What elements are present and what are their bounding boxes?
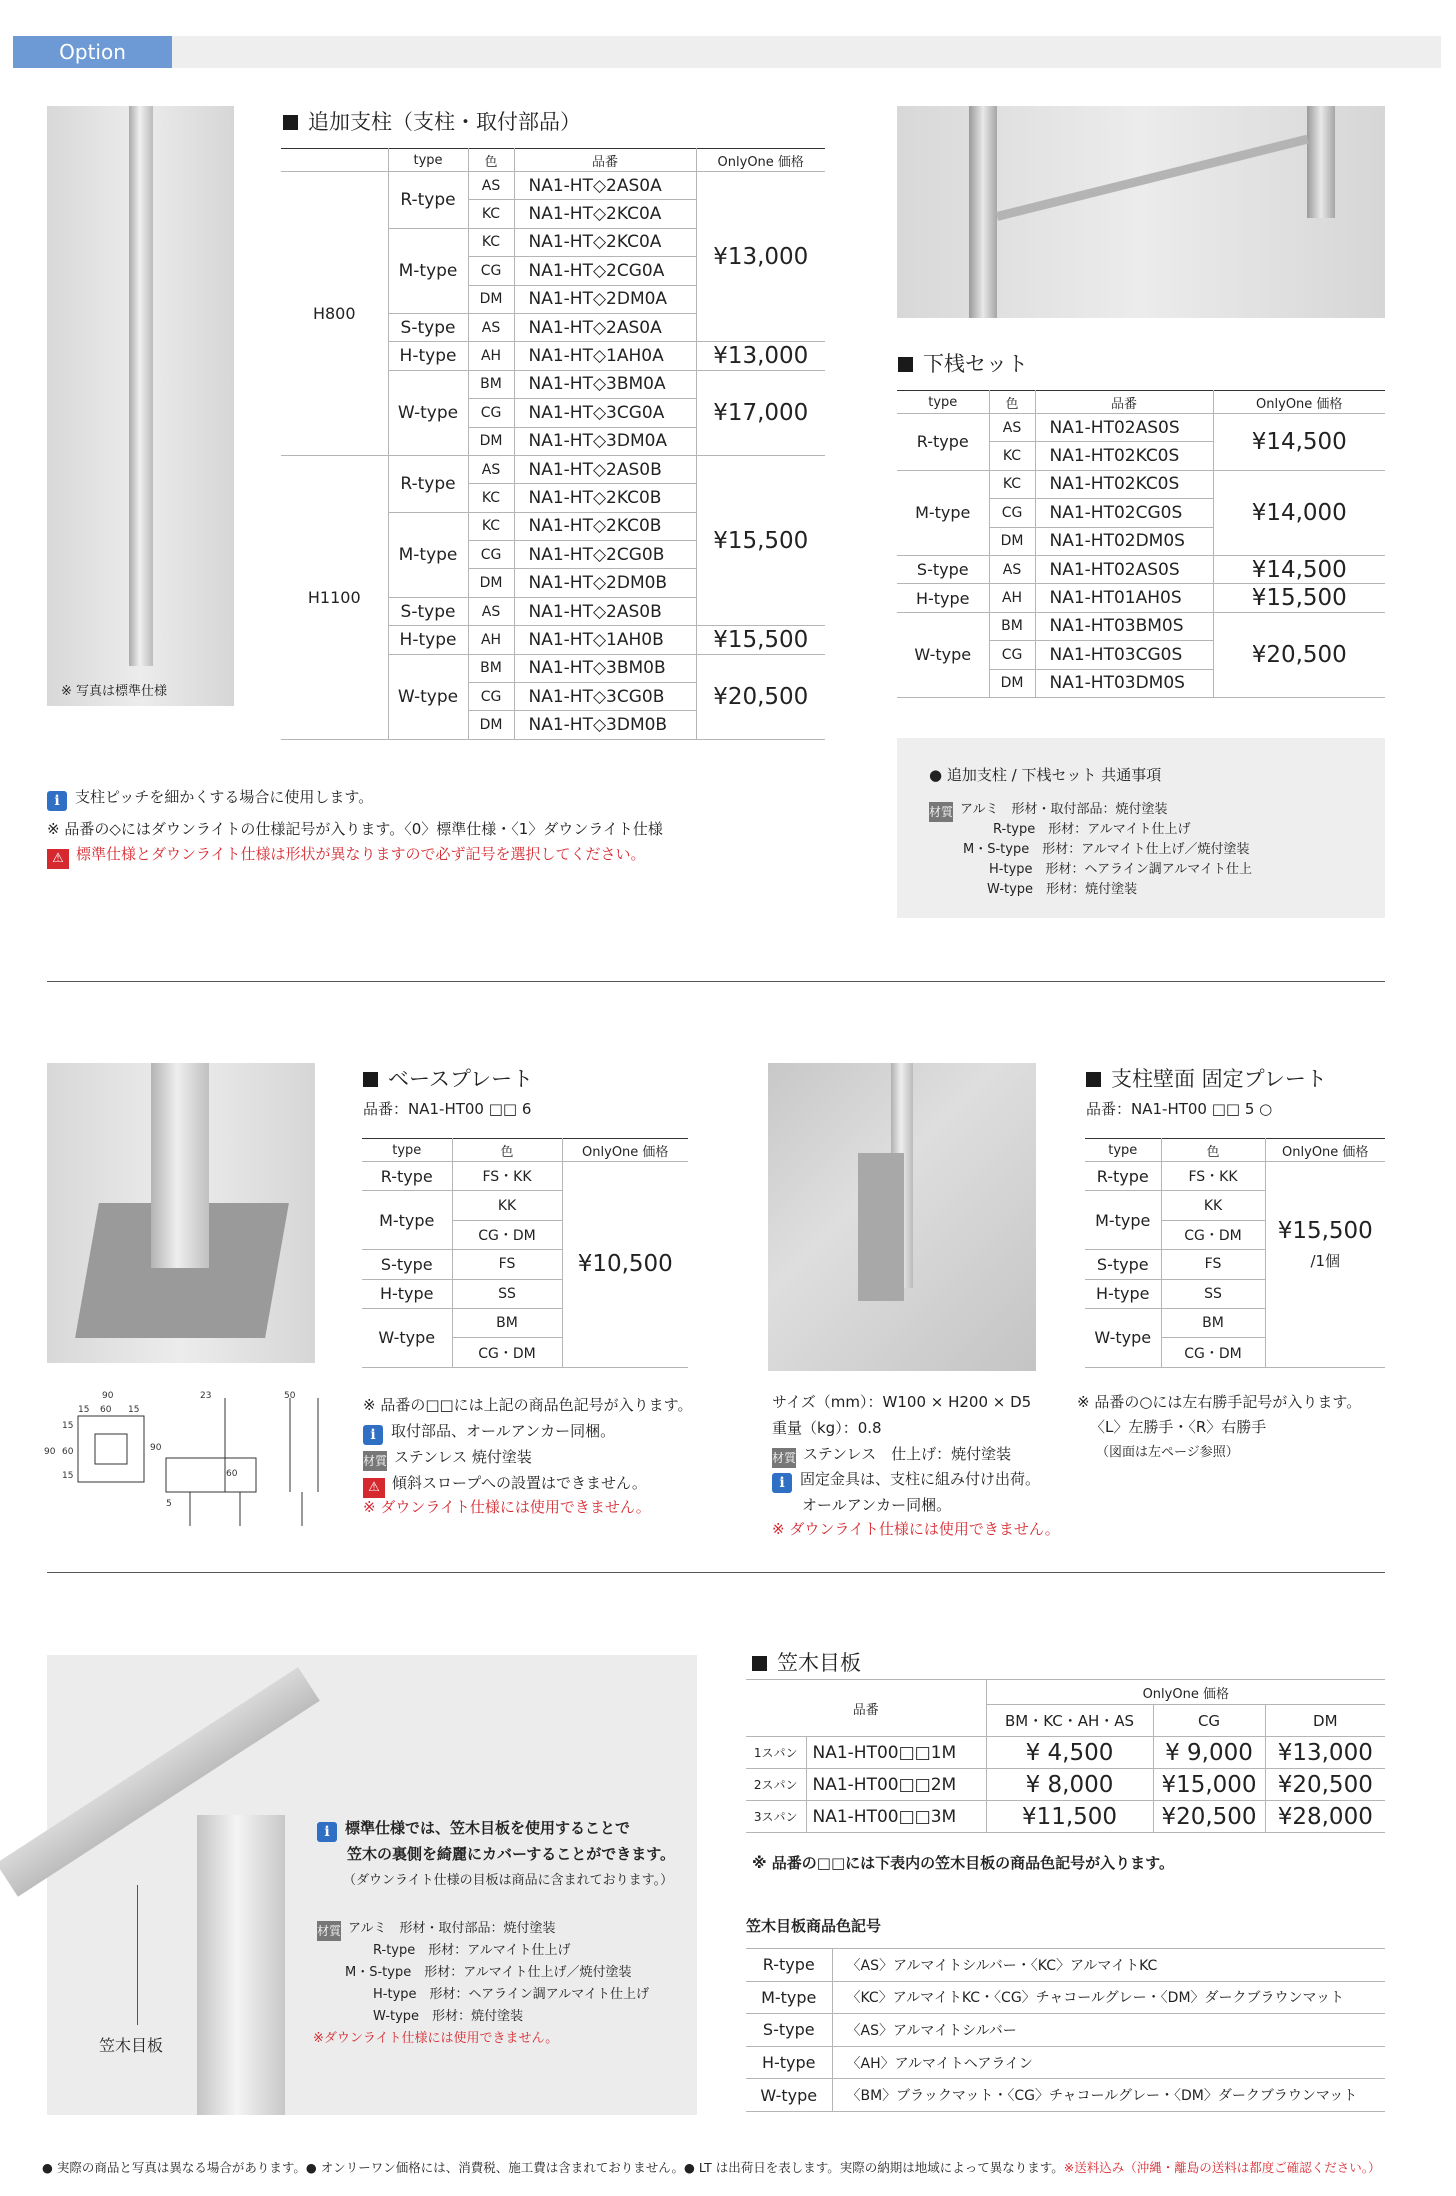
svg-text:15: 15 <box>62 1421 74 1431</box>
wall-material: 材質 ステンレス 仕上げ：焼付塗装 <box>772 1443 1011 1468</box>
cap-color-table: R-type 〈AS〉アルマイトシルバー・〈KC〉アルマイトKC M-type 〈KC〉アルマイトKC・〈CG〉チャコールグレー・〈DM〉ダークブラウンマット S-type 〈AS〉アルマイトシルバー H-type 〈AH〉アルマイトヘアライン W-type 〈BM〉ブラックマット・〈CG〉チャコールグレー・〈DM〉ダークブラウンマット <box>746 1948 1385 2112</box>
svg-text:60: 60 <box>62 1447 74 1457</box>
post-note-3: ⚠ 標準仕様とダウンライト仕様は形状が異なりますので必ず記号を選択してください。 <box>47 843 646 869</box>
rail-title: 下桟セット <box>898 348 1028 378</box>
option-tab: Option <box>13 36 172 68</box>
svg-text:15: 15 <box>78 1405 90 1415</box>
base-note-5: ※ ダウンライト仕様には使用できません。 <box>363 1498 651 1516</box>
cap-table: 品番 OnlyOne 価格 BM・KC・AH・AS CG DM 1スパン NA1-HT00□□1M ¥ 4,500 ¥ 9,000 ¥13,000 2スパン NA1-HT00□□2M ¥ 8,000 ¥15,000 ¥20,500 3スパン NA1-HT00□□3M ¥11,500 ¥20,500 ¥28,000 <box>746 1679 1385 1833</box>
wall-fix-1: i 固定金具は、支柱に組み付け出荷。 <box>772 1468 1040 1493</box>
cap-info-2: 笠木の裏側を綺麗にカバーすることができます。 <box>347 1845 676 1863</box>
material-icon: 材質 <box>929 802 953 822</box>
cap-no-downlight: ※ダウンライト仕様には使用できません。 <box>313 2031 559 2046</box>
base-photo <box>47 1063 315 1363</box>
wall-fix-2: オールアンカー同梱。 <box>802 1496 952 1514</box>
base-note-1: ※ 品番の□□には上記の商品色記号が入ります。 <box>363 1396 693 1414</box>
common-box: ● 追加支柱 / 下桟セット 共通事項 材質 アルミ 形材・取付部品：焼付塗装 R-type 形材：アルマイト仕上げ M・S-type 形材：アルマイト仕上げ／焼付塗装 H-type 形材：ヘアライン調アルマイト仕上 W-type 形材：焼付塗装 <box>897 738 1385 918</box>
post-note-1: i 支柱ピッチを細かくする場合に使用します。 <box>47 786 373 811</box>
info-icon: i <box>47 791 67 811</box>
post-note-2: ※ 品番の◇にはダウンライトの仕様記号が入ります。〈0〉標準仕様・〈1〉ダウンライト仕様 <box>47 820 663 838</box>
cap-info-3: （ダウンライト仕様の目板は商品に含まれております。） <box>343 1873 674 1888</box>
svg-text:90: 90 <box>44 1447 56 1457</box>
post-photo <box>47 106 234 706</box>
warning-icon: ⚠ <box>47 849 69 869</box>
cap-note: ※ 品番の□□には下表内の笠木目板の商品色記号が入ります。 <box>752 1854 1174 1872</box>
wall-note-1: ※ 品番の○には左右勝手記号が入ります。 <box>1077 1393 1362 1411</box>
wall-photo <box>768 1063 1036 1371</box>
cap-color-title: 笠木目板商品色記号 <box>746 1917 882 1935</box>
base-table: type 色 OnlyOne 価格 R-type FS・KK ¥10,500 M-type KK CG・DM S-type FS H-type SS W-type BM CG・DM <box>362 1138 688 1368</box>
material-icon: 材質 <box>317 1921 341 1941</box>
header-bar <box>13 36 1441 68</box>
post-title: 追加支柱（支柱・取付部品） <box>283 106 581 136</box>
svg-text:60: 60 <box>226 1469 238 1479</box>
base-code: 品番：NA1-HT00 □□ 6 <box>363 1100 532 1118</box>
wall-weight: 重量（kg）：0.8 <box>772 1419 882 1437</box>
base-diagram <box>40 1388 320 1530</box>
post-table: type 色 品番 OnlyOne 価格 H800 R-type AS NA1-HT◇2AS0A ¥13,000 KC NA1-HT◇2KC0A M-type KC NA1-HT◇2KC0A CG NA1-HT◇2CG0A DM NA1-HT◇2DM0A S-type AS NA1-HT◇2AS0A H-type AH NA1-HT◇1AH0A ¥13,000 W-type BM NA1-HT◇3BM0A ¥17,000 CG NA1-HT◇3CG0A DM NA1-HT◇3DM0A H1100 R-type AS NA1-HT◇2AS0B ¥15,500 KC NA1-HT◇2KC0B M-type KC NA1-HT◇2KC0B CG NA1-HT◇2CG0B DM NA1-HT◇2DM0B S-type AS NA1-HT◇2AS0B H-type AH NA1-HT◇1AH0B ¥15,500 W-type BM NA1-HT◇3BM0B ¥20,500 CG NA1-HT◇3CG0B DM NA1-HT◇3DM0B <box>281 148 825 740</box>
info-icon: i <box>317 1822 337 1842</box>
svg-text:23: 23 <box>200 1391 212 1401</box>
wall-code: 品番：NA1-HT00 □□ 5 ○ <box>1086 1100 1273 1118</box>
svg-text:15: 15 <box>62 1471 74 1481</box>
divider-1 <box>47 981 1385 982</box>
cap-info-1: i 標準仕様では、笠木目板を使用することで <box>317 1817 630 1842</box>
height-h800: H800 <box>281 172 388 456</box>
cap-photo-label: 笠木目板 <box>99 2036 164 2055</box>
common-title: ● 追加支柱 / 下桟セット 共通事項 <box>929 766 1162 784</box>
wall-size: サイズ（mm）：W100 × H200 × D5 <box>772 1393 1032 1411</box>
svg-text:90: 90 <box>150 1443 162 1453</box>
warning-icon: ⚠ <box>363 1478 385 1498</box>
svg-text:60: 60 <box>100 1405 112 1415</box>
cap-title: 笠木目板 <box>752 1647 861 1677</box>
footer-text: ● 実際の商品と写真は異なる場合があります。● オンリーワン価格には、消費税、施工費は含まれておりません。● LT は出荷日を表します。実際の納期は地域によって異なります。※送料込み（沖縄・離島の送料は都度ご確認ください。） <box>42 2160 1381 2175</box>
rail-photo <box>897 106 1385 318</box>
svg-text:5: 5 <box>166 1499 172 1509</box>
material-icon: 材質 <box>772 1448 796 1468</box>
info-icon: i <box>772 1473 792 1493</box>
base-note-2: i 取付部品、オールアンカー同梱。 <box>363 1420 615 1445</box>
wall-note-3: （図面は左ページ参照） <box>1096 1445 1239 1460</box>
cap-photo: 笠木目板 i 標準仕様では、笠木目板を使用することで 笠木の裏側を綺麗にカバーすることができます。 （ダウンライト仕様の目板は商品に含まれております。） 材質 アルミ 形材・取付部品：焼付塗装 R-type 形材：アルマイト仕上げ M・S-type 形材：アルマイト仕上げ／焼付塗装 H-type 形材：ヘアライン調アルマイト仕上げ W-type 形材：焼付塗装 ※ダウンライト仕様には使用できません。 <box>47 1655 697 2115</box>
wall-table: type 色 OnlyOne 価格 R-type FS・KK ¥15,500 /1個 M-type KK CG・DM S-type FS H-type SS W-type BM CG・DM <box>1085 1138 1385 1368</box>
photo-caption: ※ 写真は標準仕様 <box>61 684 168 699</box>
rail-table: type 色 品番 OnlyOne 価格 R-type AS NA1-HT02AS0S ¥14,500 KC NA1-HT02KC0S M-type KC NA1-HT02KC0S ¥14,000 CG NA1-HT02CG0S DM NA1-HT02DM0S S-type AS NA1-HT02AS0S ¥14,500 H-type AH NA1-HT01AH0S ¥15,500 W-type BM NA1-HT03BM0S ¥20,500 CG NA1-HT03CG0S DM NA1-HT03DM0S <box>897 390 1385 698</box>
material-icon: 材質 <box>363 1451 387 1471</box>
info-icon: i <box>363 1425 383 1445</box>
wall-note-2: 〈L〉左勝手・〈R〉右勝手 <box>1090 1418 1267 1436</box>
base-title: ベースプレート <box>363 1063 533 1093</box>
svg-text:15: 15 <box>128 1405 140 1415</box>
base-note-4: ⚠ 傾斜スロープへの設置はできません。 <box>363 1472 647 1498</box>
svg-text:90: 90 <box>102 1391 114 1401</box>
svg-text:50: 50 <box>284 1391 296 1401</box>
wall-title: 支柱壁面 固定プレート <box>1086 1063 1327 1093</box>
divider-2 <box>47 1572 1385 1573</box>
height-h1100: H1100 <box>281 455 388 739</box>
wall-no-downlight: ※ ダウンライト仕様には使用できません。 <box>772 1520 1060 1538</box>
base-note-3: 材質 ステンレス 焼付塗装 <box>363 1446 532 1471</box>
